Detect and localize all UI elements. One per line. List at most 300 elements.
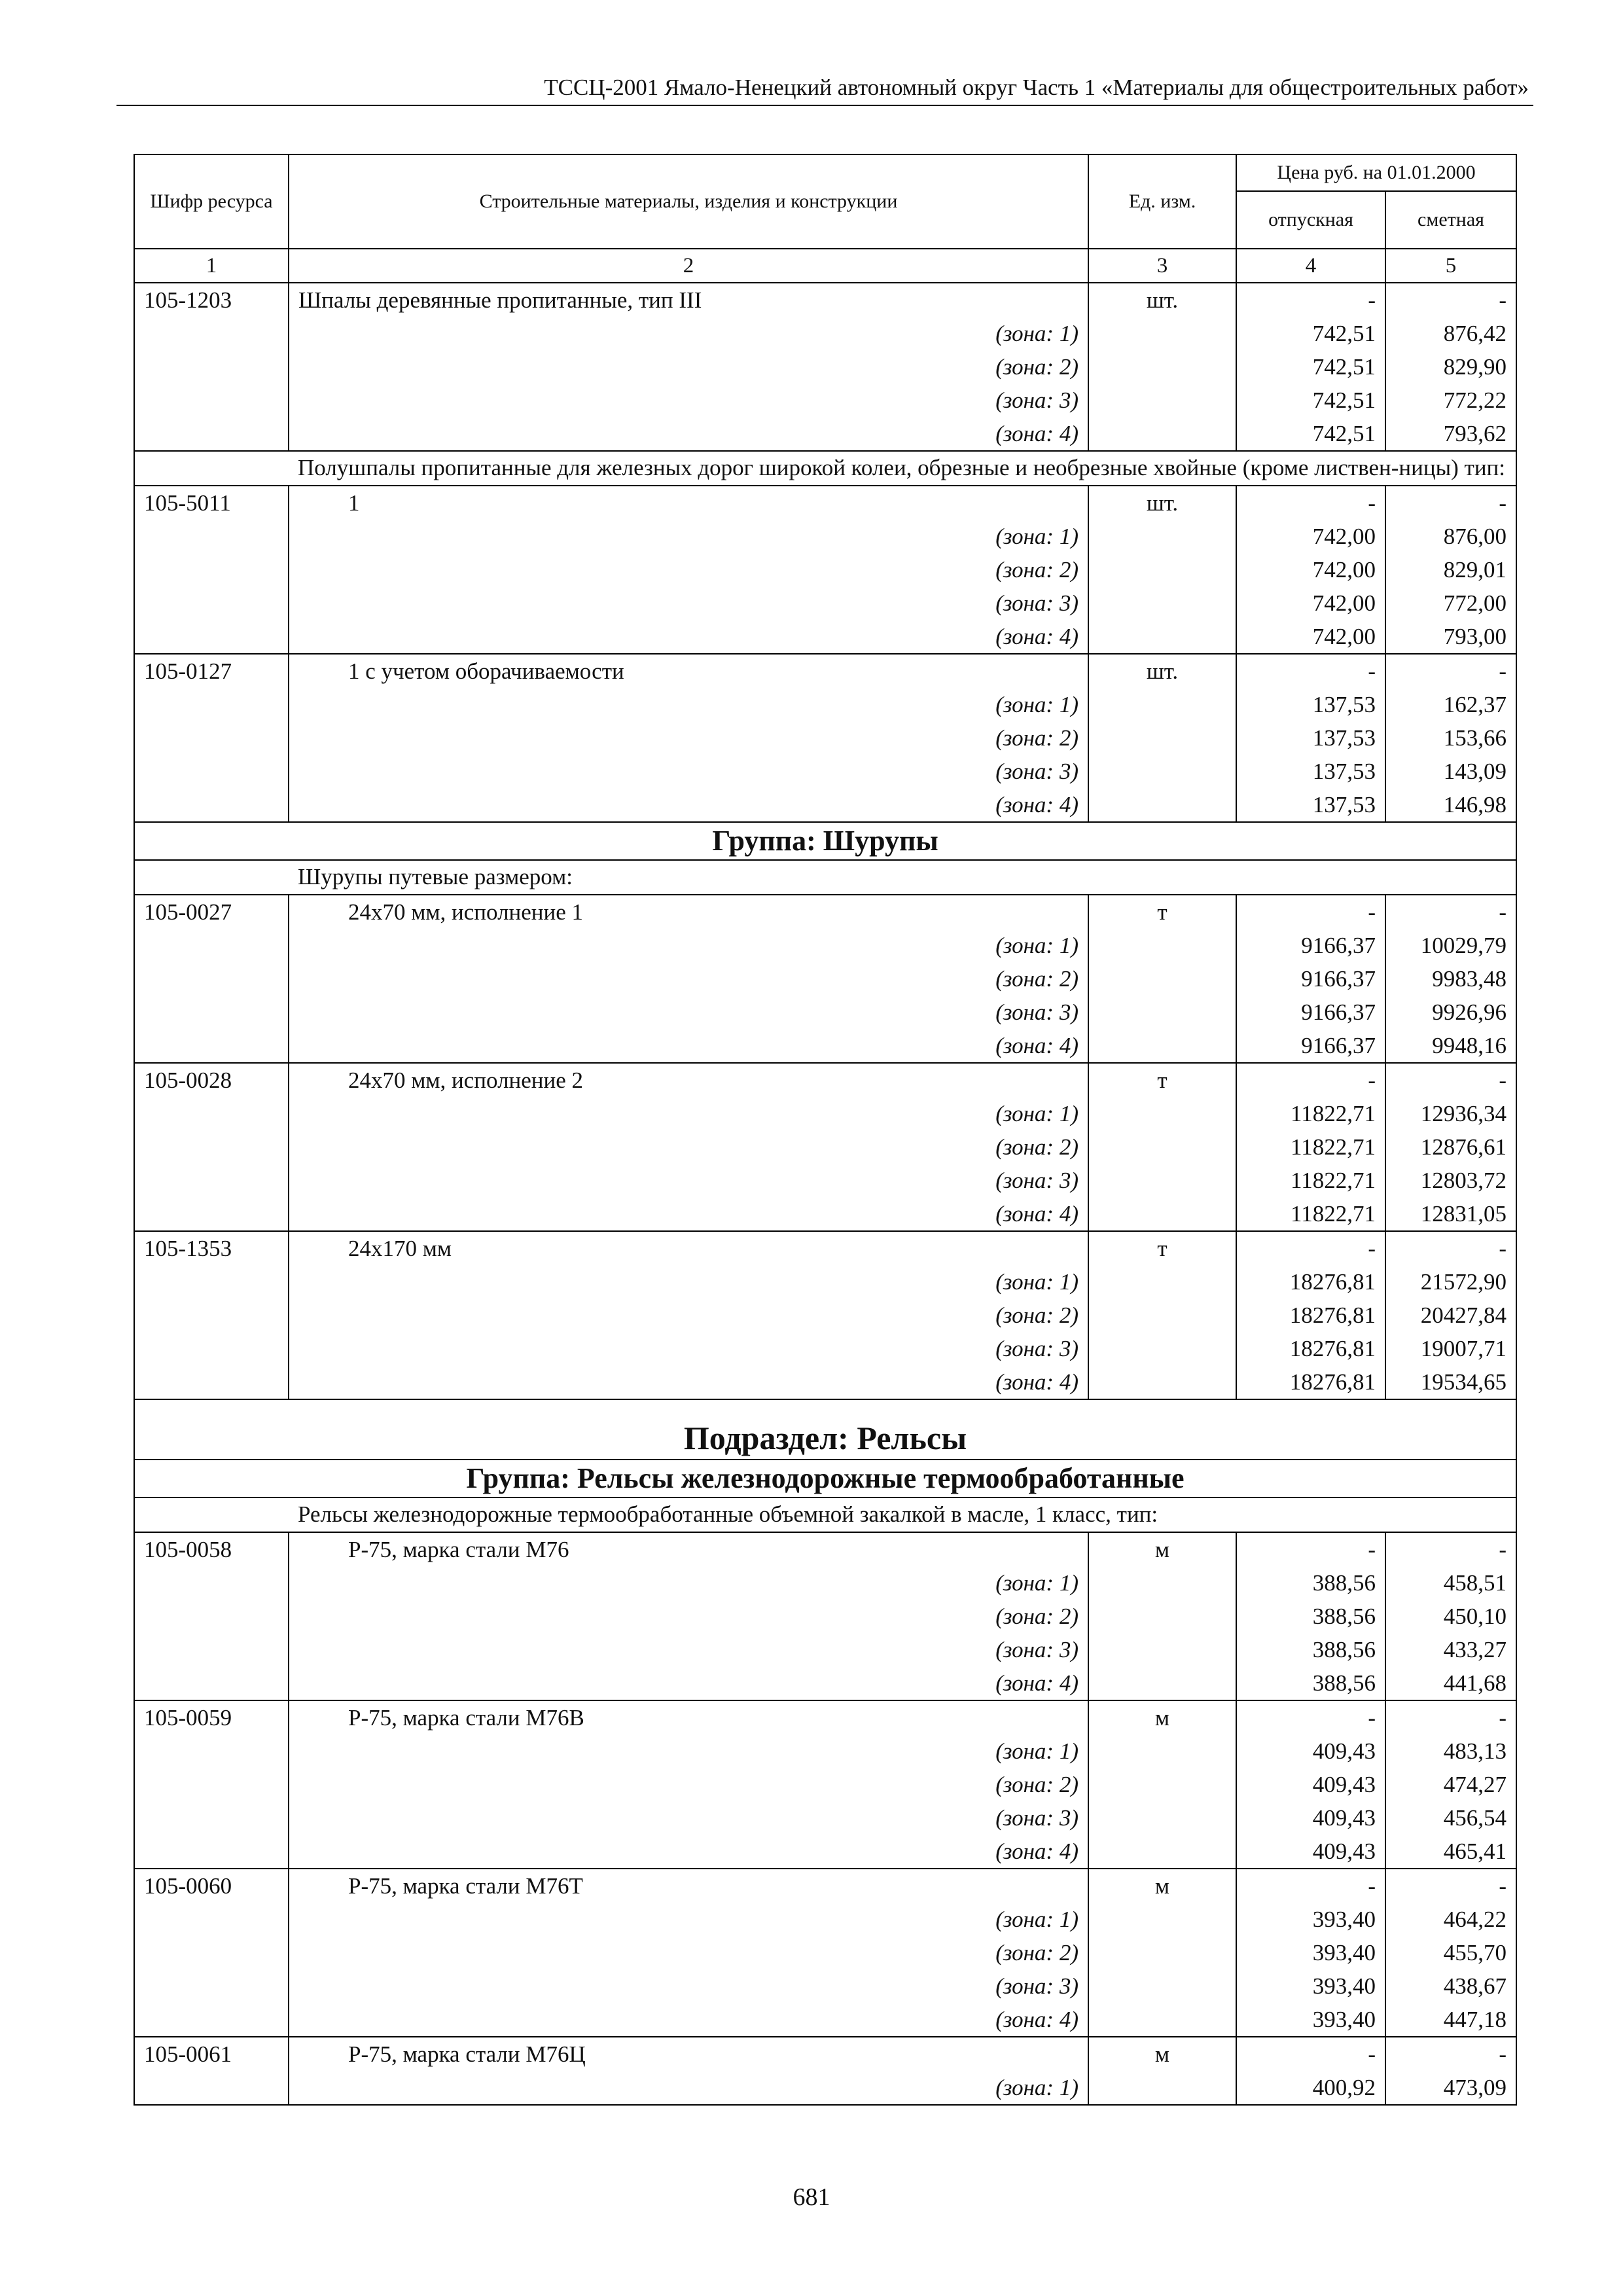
zone-row — [134, 1164, 1516, 1197]
release-price: 409,43 — [1236, 1768, 1385, 1801]
zone-row — [134, 788, 1516, 822]
column-number: 5 — [1385, 249, 1516, 283]
table-row — [134, 895, 1516, 929]
estimate-price: - — [1385, 1532, 1516, 1566]
group-heading: Группа: Шурупы — [134, 822, 1516, 860]
description-row — [134, 1498, 1516, 1532]
material-name-text: Р-75, марка стали М76В — [348, 1705, 584, 1731]
release-price: 742,51 — [1236, 417, 1385, 451]
release-price: 137,53 — [1236, 788, 1385, 822]
empty-cell — [1088, 1164, 1236, 1197]
empty-cell — [1088, 1265, 1236, 1299]
column-number: 2 — [289, 249, 1088, 283]
unit: м — [1088, 1869, 1236, 1903]
estimate-price: - — [1385, 1231, 1516, 1265]
zone-label: (зона: 4) — [289, 1365, 1088, 1399]
empty-cell — [1088, 317, 1236, 350]
empty-cell — [134, 688, 289, 721]
material-name-text: Р-75, марка стали М76Т — [348, 1873, 583, 1899]
zone-label: (зона: 3) — [289, 755, 1088, 788]
estimate-price: - — [1385, 654, 1516, 688]
empty-cell — [134, 620, 289, 654]
release-price: 409,43 — [1236, 1801, 1385, 1835]
material-name — [289, 895, 1088, 929]
empty-cell — [1088, 962, 1236, 996]
column-number: 1 — [134, 249, 289, 283]
table-header — [134, 154, 1516, 283]
zone-label: (зона: 2) — [289, 1299, 1088, 1332]
estimate-price: 441,68 — [1385, 1666, 1516, 1700]
release-price: - — [1236, 1532, 1385, 1566]
estimate-price: 9926,96 — [1385, 996, 1516, 1029]
zone-row — [134, 1299, 1516, 1332]
empty-cell — [1088, 788, 1236, 822]
empty-cell — [1088, 1029, 1236, 1063]
unit: шт. — [1088, 486, 1236, 520]
zone-row — [134, 553, 1516, 586]
material-name-text: Шпалы деревянные пропитанные, тип III — [298, 287, 702, 313]
empty-cell — [1088, 721, 1236, 755]
resource-code: 105-0061 — [134, 2037, 289, 2071]
empty-cell — [1088, 1130, 1236, 1164]
resource-code: 105-0027 — [134, 895, 289, 929]
release-price: - — [1236, 1700, 1385, 1734]
material-name-text: Р-75, марка стали М76 — [348, 1537, 569, 1562]
empty-cell — [134, 1666, 289, 1700]
resource-code: 105-0058 — [134, 1532, 289, 1566]
empty-cell — [1088, 1332, 1236, 1365]
zone-label: (зона: 3) — [289, 384, 1088, 417]
table-row — [134, 1532, 1516, 1566]
empty-cell — [1088, 1365, 1236, 1399]
zone-label: (зона: 4) — [289, 620, 1088, 654]
empty-cell — [134, 996, 289, 1029]
estimate-price: 447,18 — [1385, 2003, 1516, 2037]
release-price: 9166,37 — [1236, 996, 1385, 1029]
zone-label: (зона: 3) — [289, 1969, 1088, 2003]
zone-label: (зона: 3) — [289, 996, 1088, 1029]
empty-cell — [1088, 417, 1236, 451]
estimate-price: 21572,90 — [1385, 1265, 1516, 1299]
empty-cell — [1088, 929, 1236, 962]
material-name — [289, 283, 1088, 317]
zone-label: (зона: 1) — [289, 688, 1088, 721]
estimate-price: 162,37 — [1385, 688, 1516, 721]
release-price: 742,00 — [1236, 620, 1385, 654]
zone-label: (зона: 3) — [289, 1633, 1088, 1666]
material-name — [289, 486, 1088, 520]
page-number: 681 — [793, 2183, 830, 2211]
group-heading: Группа: Рельсы железнодорожные термообработанные — [134, 1460, 1516, 1498]
empty-cell — [134, 1734, 289, 1768]
zone-row — [134, 1197, 1516, 1231]
description-text: Шурупы путевые размером: — [289, 860, 1516, 895]
table-row — [134, 2037, 1516, 2071]
zone-row — [134, 962, 1516, 996]
zone-label: (зона: 2) — [289, 553, 1088, 586]
estimate-price: 464,22 — [1385, 1903, 1516, 1936]
empty-cell — [134, 520, 289, 553]
empty-cell — [1088, 1801, 1236, 1835]
estimate-price: 146,98 — [1385, 788, 1516, 822]
zone-row — [134, 755, 1516, 788]
empty-cell — [134, 2071, 289, 2105]
zone-row — [134, 417, 1516, 451]
unit: т — [1088, 895, 1236, 929]
empty-cell — [134, 1600, 289, 1633]
release-price: 18276,81 — [1236, 1265, 1385, 1299]
material-name-text: 1 с учетом оборачиваемости — [348, 658, 624, 684]
zone-row — [134, 586, 1516, 620]
empty-cell — [134, 962, 289, 996]
zone-row — [134, 721, 1516, 755]
resource-code: 105-1353 — [134, 1231, 289, 1265]
zone-label: (зона: 1) — [289, 317, 1088, 350]
price-table — [134, 154, 1517, 2106]
zone-row — [134, 1969, 1516, 2003]
empty-cell — [134, 317, 289, 350]
zone-row — [134, 1903, 1516, 1936]
estimate-price: 153,66 — [1385, 721, 1516, 755]
zone-label: (зона: 1) — [289, 1734, 1088, 1768]
estimate-price: 458,51 — [1385, 1566, 1516, 1600]
estimate-price: 12803,72 — [1385, 1164, 1516, 1197]
empty-cell — [134, 1969, 289, 2003]
zone-label: (зона: 4) — [289, 417, 1088, 451]
release-price: 18276,81 — [1236, 1299, 1385, 1332]
release-price: 137,53 — [1236, 688, 1385, 721]
estimate-price: 433,27 — [1385, 1633, 1516, 1666]
group-heading-row — [134, 822, 1516, 860]
estimate-price: 12876,61 — [1385, 1130, 1516, 1164]
empty-cell — [1088, 1566, 1236, 1600]
release-price: 18276,81 — [1236, 1332, 1385, 1365]
column-header-unit: Ед. изм. — [1088, 154, 1236, 249]
empty-cell — [134, 350, 289, 384]
estimate-price: - — [1385, 486, 1516, 520]
description-row — [134, 451, 1516, 486]
empty-cell — [1088, 1768, 1236, 1801]
empty-cell — [134, 1768, 289, 1801]
material-name-text: 1 — [348, 490, 360, 516]
subsection-heading-row — [134, 1399, 1516, 1460]
table-row — [134, 486, 1516, 520]
release-price: 393,40 — [1236, 1903, 1385, 1936]
empty-cell — [1088, 2071, 1236, 2105]
description-row — [134, 860, 1516, 895]
release-price: 742,00 — [1236, 586, 1385, 620]
zone-row — [134, 2071, 1516, 2105]
description-text: Полушпалы пропитанные для железных дорог широкой колеи, обрезные и необрезные хвойные (кроме листвен-ницы) тип: — [289, 451, 1516, 486]
unit: м — [1088, 1700, 1236, 1734]
empty-cell — [134, 1097, 289, 1130]
empty-cell — [134, 417, 289, 451]
release-price: - — [1236, 486, 1385, 520]
estimate-price: 456,54 — [1385, 1801, 1516, 1835]
estimate-price: 772,00 — [1385, 586, 1516, 620]
empty-cell — [134, 1164, 289, 1197]
zone-row — [134, 1130, 1516, 1164]
empty-cell — [1088, 586, 1236, 620]
zone-row — [134, 1768, 1516, 1801]
empty-cell — [134, 788, 289, 822]
material-name-text: 24х70 мм, исполнение 1 — [348, 899, 584, 925]
empty-cell — [134, 1130, 289, 1164]
estimate-price: 473,09 — [1385, 2071, 1516, 2105]
empty-cell — [1088, 1969, 1236, 2003]
release-price: 742,51 — [1236, 317, 1385, 350]
table-row — [134, 1869, 1516, 1903]
estimate-price: 9983,48 — [1385, 962, 1516, 996]
empty-cell — [134, 1801, 289, 1835]
release-price: 393,40 — [1236, 1969, 1385, 2003]
zone-label: (зона: 1) — [289, 1566, 1088, 1600]
release-price: 400,92 — [1236, 2071, 1385, 2105]
release-price: - — [1236, 2037, 1385, 2071]
empty-cell — [1088, 2003, 1236, 2037]
empty-cell — [1088, 1600, 1236, 1633]
material-name-text: Р-75, марка стали М76Ц — [348, 2041, 586, 2067]
zone-label: (зона: 3) — [289, 1332, 1088, 1365]
zone-label: (зона: 3) — [289, 1164, 1088, 1197]
zone-row — [134, 929, 1516, 962]
material-name — [289, 654, 1088, 688]
zone-row — [134, 1801, 1516, 1835]
material-name — [289, 1063, 1088, 1097]
estimate-price: - — [1385, 2037, 1516, 2071]
description-text: Рельсы железнодорожные термообработанные объемной закалкой в масле, 1 класс, тип: — [289, 1498, 1516, 1532]
resource-code: 105-0060 — [134, 1869, 289, 1903]
empty-cell — [1088, 1633, 1236, 1666]
empty-cell — [134, 1299, 289, 1332]
estimate-price: 450,10 — [1385, 1600, 1516, 1633]
empty-cell — [134, 721, 289, 755]
zone-row — [134, 620, 1516, 654]
zone-row — [134, 1566, 1516, 1600]
zone-label: (зона: 1) — [289, 1097, 1088, 1130]
empty-cell — [1088, 520, 1236, 553]
zone-label: (зона: 2) — [289, 1768, 1088, 1801]
zone-label: (зона: 2) — [289, 1936, 1088, 1969]
zone-label: (зона: 2) — [289, 350, 1088, 384]
zone-row — [134, 996, 1516, 1029]
material-name-text: 24х70 мм, исполнение 2 — [348, 1067, 584, 1093]
column-number: 3 — [1088, 249, 1236, 283]
zone-label: (зона: 4) — [289, 1666, 1088, 1700]
estimate-price: 772,22 — [1385, 384, 1516, 417]
empty-cell — [1088, 688, 1236, 721]
release-price: 393,40 — [1236, 1936, 1385, 1969]
empty-cell — [134, 1633, 289, 1666]
release-price: - — [1236, 1231, 1385, 1265]
estimate-price: 143,09 — [1385, 755, 1516, 788]
zone-row — [134, 688, 1516, 721]
zone-label: (зона: 4) — [289, 1835, 1088, 1869]
zone-row — [134, 2003, 1516, 2037]
empty-cell — [134, 1903, 289, 1936]
estimate-price: 829,01 — [1385, 553, 1516, 586]
column-number: 4 — [1236, 249, 1385, 283]
estimate-price: 465,41 — [1385, 1835, 1516, 1869]
column-header-price-group: Цена руб. на 01.01.2000 — [1236, 154, 1516, 191]
table-row — [134, 1700, 1516, 1734]
release-price: 742,51 — [1236, 384, 1385, 417]
zone-row — [134, 1600, 1516, 1633]
empty-cell — [134, 860, 289, 895]
release-price: 18276,81 — [1236, 1365, 1385, 1399]
empty-cell — [134, 553, 289, 586]
empty-cell — [134, 451, 289, 486]
resource-code: 105-0127 — [134, 654, 289, 688]
empty-cell — [134, 1835, 289, 1869]
zone-row — [134, 317, 1516, 350]
release-price: 9166,37 — [1236, 1029, 1385, 1063]
resource-code: 105-0028 — [134, 1063, 289, 1097]
estimate-price: - — [1385, 283, 1516, 317]
empty-cell — [134, 1029, 289, 1063]
release-price: 393,40 — [1236, 2003, 1385, 2037]
material-name — [289, 1869, 1088, 1903]
zone-label: (зона: 1) — [289, 1903, 1088, 1936]
release-price: - — [1236, 895, 1385, 929]
material-name-text: 24х170 мм — [348, 1236, 452, 1261]
group-heading-row — [134, 1460, 1516, 1498]
release-price: 409,43 — [1236, 1835, 1385, 1869]
zone-row — [134, 1633, 1516, 1666]
estimate-price: 12831,05 — [1385, 1197, 1516, 1231]
release-price: - — [1236, 1869, 1385, 1903]
empty-cell — [134, 2003, 289, 2037]
empty-cell — [134, 1332, 289, 1365]
estimate-price: 474,27 — [1385, 1768, 1516, 1801]
estimate-price: 793,00 — [1385, 620, 1516, 654]
estimate-price: 438,67 — [1385, 1969, 1516, 2003]
estimate-price: 20427,84 — [1385, 1299, 1516, 1332]
release-price: 11822,71 — [1236, 1097, 1385, 1130]
zone-row — [134, 1332, 1516, 1365]
release-price: 388,56 — [1236, 1666, 1385, 1700]
resource-code: 105-0059 — [134, 1700, 289, 1734]
estimate-price: 876,00 — [1385, 520, 1516, 553]
unit: м — [1088, 1532, 1236, 1566]
empty-cell — [1088, 553, 1236, 586]
estimate-price: - — [1385, 1700, 1516, 1734]
release-price: 742,51 — [1236, 350, 1385, 384]
zone-label: (зона: 1) — [289, 520, 1088, 553]
release-price: 742,00 — [1236, 553, 1385, 586]
zone-row — [134, 1097, 1516, 1130]
unit: м — [1088, 2037, 1236, 2071]
zone-label: (зона: 1) — [289, 1265, 1088, 1299]
release-price: 409,43 — [1236, 1734, 1385, 1768]
material-name — [289, 1231, 1088, 1265]
empty-cell — [1088, 1197, 1236, 1231]
column-header-release-price: отпускная — [1236, 191, 1385, 249]
empty-cell — [1088, 1835, 1236, 1869]
resource-code: 105-5011 — [134, 486, 289, 520]
release-price: 11822,71 — [1236, 1164, 1385, 1197]
estimate-price: 455,70 — [1385, 1936, 1516, 1969]
empty-cell — [1088, 1097, 1236, 1130]
table-body — [134, 283, 1516, 2105]
empty-cell — [1088, 1734, 1236, 1768]
empty-cell — [1088, 996, 1236, 1029]
empty-cell — [134, 1936, 289, 1969]
table-row — [134, 654, 1516, 688]
release-price: 388,56 — [1236, 1566, 1385, 1600]
release-price: - — [1236, 1063, 1385, 1097]
release-price: 11822,71 — [1236, 1130, 1385, 1164]
estimate-price: 876,42 — [1385, 317, 1516, 350]
material-name — [289, 1532, 1088, 1566]
empty-cell — [134, 1566, 289, 1600]
estimate-price: 12936,34 — [1385, 1097, 1516, 1130]
empty-cell — [1088, 384, 1236, 417]
unit: шт. — [1088, 654, 1236, 688]
release-price: - — [1236, 654, 1385, 688]
zone-label: (зона: 2) — [289, 1130, 1088, 1164]
empty-cell — [134, 1498, 289, 1532]
zone-label: (зона: 1) — [289, 2071, 1088, 2105]
zone-label: (зона: 3) — [289, 586, 1088, 620]
zone-row — [134, 520, 1516, 553]
empty-cell — [1088, 1936, 1236, 1969]
zone-row — [134, 1666, 1516, 1700]
zone-label: (зона: 2) — [289, 962, 1088, 996]
estimate-price: - — [1385, 1869, 1516, 1903]
empty-cell — [1088, 1299, 1236, 1332]
estimate-price: - — [1385, 895, 1516, 929]
unit: шт. — [1088, 283, 1236, 317]
estimate-price: 9948,16 — [1385, 1029, 1516, 1063]
zone-row — [134, 384, 1516, 417]
empty-cell — [134, 1265, 289, 1299]
header-rule — [116, 105, 1533, 106]
subsection-heading: Подраздел: Рельсы — [134, 1399, 1516, 1460]
estimate-price: 10029,79 — [1385, 929, 1516, 962]
estimate-price: - — [1385, 1063, 1516, 1097]
release-price: 11822,71 — [1236, 1197, 1385, 1231]
empty-cell — [134, 586, 289, 620]
estimate-price: 793,62 — [1385, 417, 1516, 451]
zone-row — [134, 1365, 1516, 1399]
empty-cell — [134, 384, 289, 417]
release-price: 742,00 — [1236, 520, 1385, 553]
release-price: 137,53 — [1236, 721, 1385, 755]
empty-cell — [1088, 1903, 1236, 1936]
column-header-name: Строительные материалы, изделия и конструкции — [289, 154, 1088, 249]
material-name — [289, 1700, 1088, 1734]
unit: т — [1088, 1231, 1236, 1265]
estimate-price: 19534,65 — [1385, 1365, 1516, 1399]
release-price: - — [1236, 283, 1385, 317]
table-row — [134, 283, 1516, 317]
column-header-code: Шифр ресурса — [134, 154, 289, 249]
empty-cell — [134, 755, 289, 788]
release-price: 388,56 — [1236, 1600, 1385, 1633]
zone-label: (зона: 4) — [289, 2003, 1088, 2037]
running-head: ТССЦ-2001 Ямало-Ненецкий автономный округ Часть 1 «Материалы для общестроительных работ» — [544, 75, 1529, 100]
empty-cell — [1088, 755, 1236, 788]
column-header-estimate-price: сметная — [1385, 191, 1516, 249]
table-row — [134, 1231, 1516, 1265]
release-price: 388,56 — [1236, 1633, 1385, 1666]
zone-row — [134, 1835, 1516, 1869]
resource-code: 105-1203 — [134, 283, 289, 317]
zone-label: (зона: 4) — [289, 1197, 1088, 1231]
release-price: 9166,37 — [1236, 962, 1385, 996]
empty-cell — [134, 1197, 289, 1231]
